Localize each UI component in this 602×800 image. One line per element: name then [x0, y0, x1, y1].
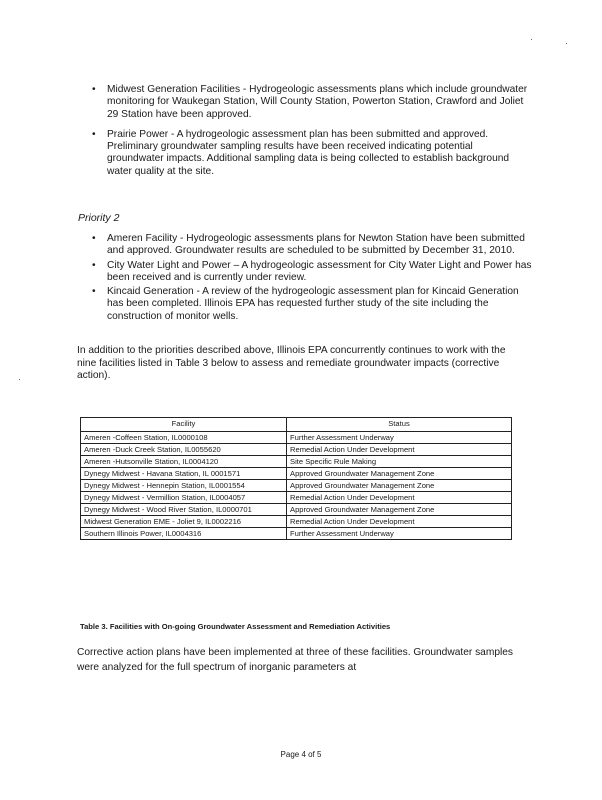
scan-speck: ·: [530, 34, 533, 44]
facilities-table: [80, 417, 512, 540]
column-header-facility: Facility: [81, 418, 287, 432]
list-item: • Midwest Generation Facilities - Hydrogeologic assessments plans which include groundwater monitoring for Waukegan Station, Will County Station, Powerton Station, Crawford and Joliet 29 Station have been approved.: [92, 84, 528, 120]
status-cell: Approved Groundwater Management Zone: [287, 468, 512, 480]
priority1-bullet-list: [92, 84, 532, 186]
list-item: • Prairie Power - A hydrogeologic assessment plan has been submitted and approved. Preliminary groundwater sampling results have been received indicating potential groundwater impacts. Additional sampling data is being collected to establish background water quality at the site.: [92, 128, 510, 177]
table-caption: Table 3. Facilities with On-going Groundwater Assessment and Remediation Activities: [80, 622, 391, 631]
list-item: • City Water Light and Power – A hydrogeologic assessment for City Water Light and Power has been received and is currently under review.: [92, 259, 532, 283]
facility-cell: Southern Illinois Power, IL0004316: [81, 528, 287, 540]
table-row: [81, 432, 512, 444]
table-row: [81, 456, 512, 468]
list-item: • Kincaid Generation - A review of the hydrogeologic assessment plan for Kincaid Generation has been completed. Illinois EPA has requested further study of the site including the construction of monitor wells.: [92, 286, 519, 322]
priority2-bullet-list: [92, 233, 532, 325]
status-cell: Approved Groundwater Management Zone: [287, 504, 512, 516]
status-cell: Further Assessment Underway: [287, 432, 512, 444]
list-item: • Ameren Facility - Hydrogeologic assessments plans for Newton Station have been submitted and approved. Groundwater results are scheduled to be submitted by December 31, 2010.: [92, 233, 525, 257]
table-header-row: [81, 418, 512, 432]
status-cell: Remedial Action Under Development: [287, 444, 512, 456]
status-cell: Remedial Action Under Development: [287, 516, 512, 528]
facility-cell: Dynegy Midwest - Havana Station, IL 0001571: [81, 468, 287, 480]
bullet-icon: •: [92, 233, 96, 244]
facility-cell: Dynegy Midwest - Vermillion Station, IL0004057: [81, 492, 287, 504]
status-cell: Site Specific Rule Making: [287, 456, 512, 468]
status-cell: Remedial Action Under Development: [287, 492, 512, 504]
table-row: [81, 492, 512, 504]
column-header-status: Status: [287, 418, 512, 432]
table-row: [81, 516, 512, 528]
facility-cell: Midwest Generation EME - Joliet 9, IL0002216: [81, 516, 287, 528]
table-row: [81, 528, 512, 540]
body-paragraph: Corrective action plans have been implemented at three of these facilities. Groundwater samples were analyzed for the full spectrum of inorganic parameters at: [77, 647, 514, 673]
status-cell: Approved Groundwater Management Zone: [287, 480, 512, 492]
scan-speck: ·: [565, 38, 568, 48]
bullet-icon: •: [92, 128, 96, 140]
intro-paragraph: In addition to the priorities described above, Illinois EPA concurrently continues to work with the nine facilities listed in Table 3 below to assess and remediate groundwater impacts (corrective action).: [77, 345, 506, 381]
page-number: Page 4 of 5: [280, 750, 322, 759]
priority2-heading: Priority 2: [78, 212, 120, 224]
bullet-icon: •: [92, 286, 96, 298]
status-cell: Further Assessment Underway: [287, 528, 512, 540]
bullet-icon: •: [92, 84, 96, 95]
table-row: [81, 504, 512, 516]
bullet-icon: •: [92, 259, 96, 271]
facility-cell: Ameren -Coffeen Station, IL0000108: [81, 432, 287, 444]
scan-speck: ·: [18, 374, 21, 384]
table-row: [81, 444, 512, 456]
facility-cell: Ameren -Duck Creek Station, IL0055620: [81, 444, 287, 456]
table-row: [81, 468, 512, 480]
facility-cell: Dynegy Midwest - Hennepin Station, IL0001554: [81, 480, 287, 492]
facility-cell: Dynegy Midwest - Wood River Station, IL0000701: [81, 504, 287, 516]
table-row: [81, 480, 512, 492]
facility-cell: Ameren -Hutsonville Station, IL0004120: [81, 456, 287, 468]
